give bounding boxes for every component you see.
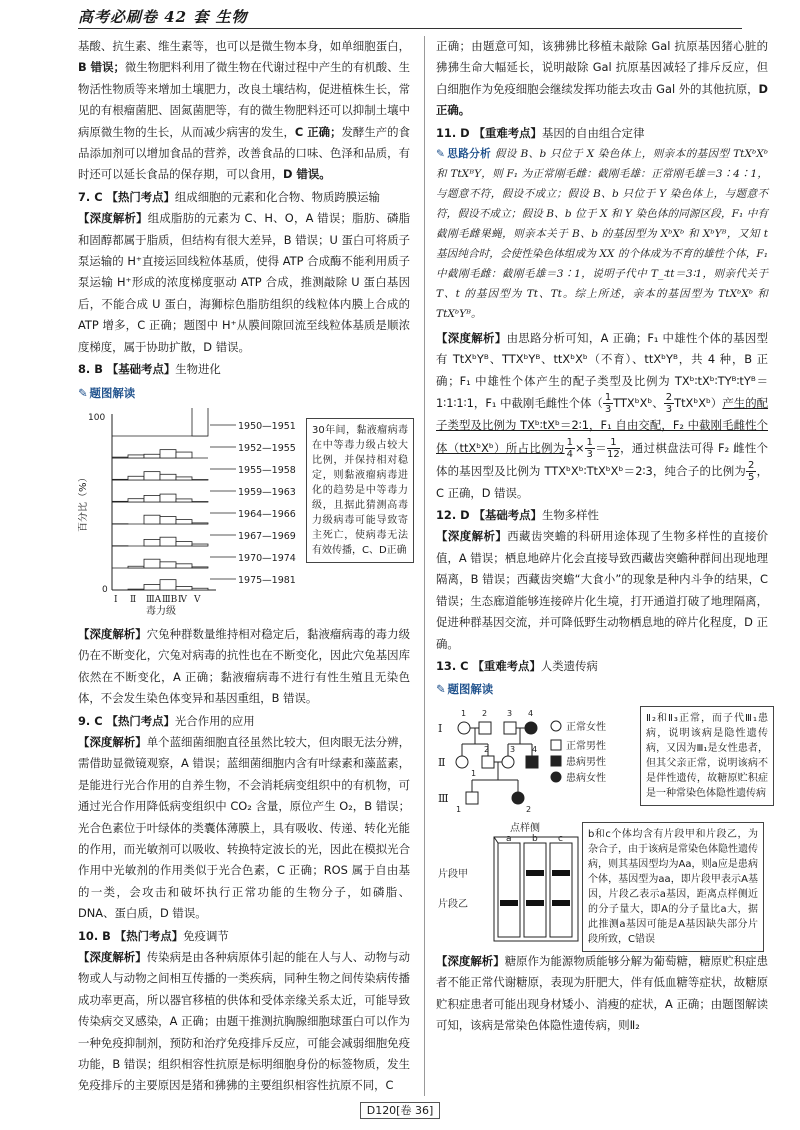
series-label: 1964—1966: [238, 508, 296, 520]
chart-bar: [160, 494, 176, 502]
legend-label: 患病男性: [566, 756, 606, 768]
chart-bar: [192, 567, 208, 568]
pedigree-I4: [525, 722, 537, 734]
x-axis-label: 毒力级: [146, 605, 176, 617]
svg-text:3: 3: [510, 744, 516, 754]
svg-text:Ⅲ: Ⅲ: [438, 791, 449, 805]
chart-bar: [192, 588, 208, 590]
column-divider: [424, 36, 425, 1096]
pedigree-II2: [482, 756, 494, 768]
q12-analysis: 【深度解析】西藏齿突蟾的科研用途体现了生物多样性的直接价值，A 错误；栖息地碎片化会直接导致西藏齿突蟾种群间出现地理隔离，B 错误；西藏齿突蟾“大食小”的现象是种内斗争的结果，C 错误；生态廊道能够连接碎片化生境，打开通道打破了地理隔离，促进种群基因交流，并可降低野生动物栖息地的碎片化程度，D 正确。: [436, 529, 768, 651]
electrophoresis-note: b和c个体均含有片段甲和片段乙，为杂合子，由于该病是常染色体隐性遗传病，则其基因型均为Aa，则a应是患病个体，基因型为aa，即片段甲表示A基因，片段乙表示a基因，距离点样侧近的分子量大，即A的分子量比a大，据此推测a基因可能是A基因缺失部分片段所致，C错误: [582, 822, 764, 952]
fragment-label: 片段乙: [438, 898, 468, 910]
pedigree-III1: [466, 792, 478, 804]
q6-continuation: 基酸、抗生素、维生素等，也可以是微生物本身，如单细胞蛋白，B 错误；微生物肥料利用了微生物在代谢过程中产生的有机酸、生物活性物质等来增加土壤肥力，改良土壤结构，促进植株生长，常见的有根瘤菌肥、固氮菌肥等，有的微生物肥料还可以抑制土壤中病原微生物的生长，从而减少病害的发生，C 正确；发酵生产的食品添加剂可以增加食品的营养，改善食品的口味、色泽和品质，有时还可以延长食品的保存期，可以食用，D 错误。: [78, 39, 410, 182]
band-c-a: [552, 900, 570, 906]
q10-analysis: 【深度解析】传染病是由各种病原体引起的能在人与人、动物与动物或人与动物之间相互传播的一类疾病，同种生物之间传染病传播成功率更高，所以器官移植的供体和受体亲缘关系太近，可能导致传染病交叉感染，A 正确；由题干推测抗胸腺细胞球蛋白可以作为一种免疫抑制剂，预防和治疗免疫排斥反应，可能会减弱细胞免疫功能，B 错误；组织相容性抗原是标明细胞身份的标签物质，发生免疫排斥的主要原因是猪和狒狒的主要组织相容性抗原不同，C: [78, 950, 410, 1093]
chart-bar: [176, 542, 192, 546]
chart-bar: [144, 559, 160, 568]
band-title: 点样侧: [510, 822, 540, 834]
right-column: [436, 36, 768, 1036]
q11-heading: 11. D 【重难考点】基因的自由组合定律: [436, 125, 645, 140]
series-label: 1975—1981: [238, 574, 296, 586]
q8-figure-reading: ✎ 题图解读: [78, 385, 136, 400]
svg-text:4: 4: [532, 744, 538, 754]
pedigree-I2: [479, 722, 491, 734]
chart-bar: [192, 523, 208, 524]
virulence-chart-svg: [78, 408, 304, 620]
q9-heading: 9. C 【热门考点】光合作用的应用: [78, 713, 255, 728]
chart-bar: [160, 562, 176, 568]
svg-text:1: 1: [456, 804, 462, 814]
pedigree-I3: [504, 722, 516, 734]
q10-continuation: 正确；由题意可知，该狒狒比移植未敲除 Gal 抗原基因猪心脏的狒狒生命大幅延长，说明敲除 Gal 抗原基因减轻了排斥反应，但白细胞作为免疫细胞会继续发挥功能去攻击 Gal 外的其他抗原，D 正确。: [436, 39, 768, 118]
series-label: 1959—1963: [238, 486, 296, 498]
chart-bar: [176, 586, 192, 590]
chart-bar: [128, 455, 144, 458]
q10-heading: 10. B 【热门考点】免疫调节: [78, 928, 229, 943]
series-label: 1955—1958: [238, 464, 296, 476]
chart-bar: [160, 537, 176, 546]
svg-text:2: 2: [484, 744, 490, 754]
legend-affected-male-icon: [551, 756, 561, 766]
svg-text:1: 1: [461, 708, 467, 718]
q7-analysis: 【深度解析】组成脂肪的元素为 C、H、O，A 错误；脂肪、磷脂和固醇都属于脂质，但结构有很大差异，B 错误；U 蛋白可将质子泵运输的 H⁺直接运回线粒体基质，使得 ATP 合成酶不能利用质子泵运输 H⁺形成的浓度梯度驱动 ATP 合成，推测敲除 U 蛋白基因后，不能合成 U 蛋白，海狮棕色脂肪组织的线粒体内膜上合成的 ATP 增多，C 正确；题图中 H⁺从膜间隙回流至线粒体基质是顺浓度梯度，属于协助扩散，D 错误。: [78, 211, 410, 354]
chart-bar: [176, 452, 192, 458]
q11-analysis: 【深度解析】由思路分析可知，A 正确；F₁ 中雄性个体的基因型有 TtXᵇYᴮ、TTXᵇYᴮ、ttXᵇXᵇ（不育）、ttXᵇYᴮ，共 4 种，B 正确；F₁ 中雄性个体产生的配子类型及比例为 TXᵇ∶tXᵇ∶TYᴮ∶tYᴮ＝1∶1∶1∶1，F₁ 中截刚毛雌性个体（ $\frac{1}{3}$ TTXᵇXᵇ、 $\frac{2}{3}$ TtXᵇXᵇ）产生的配子类型及比例为 TXᵇ∶tXᵇ＝2∶1，F₁ 自由交配，F₂ 中截刚毛雌性个体（ttXᵇXᵇ）所占比例为 $\frac{1}{4}$ × $\frac{1}{3}$ ＝ $\frac{1}{12}$ ，通过棋盘法可得 F₂ 雌性个体的基因型及比例为 TTXᵇXᵇ∶TtXᵇXᵇ＝2∶3，纯合子的比例为 $\frac{2}{5}$ ，C 正确，D 错误。: [436, 331, 768, 500]
legend-normal-male-icon: [551, 740, 561, 750]
fragment-label: 片段甲: [438, 868, 468, 880]
chart-bar: [144, 539, 160, 546]
chart-bar: [160, 516, 176, 523]
y-axis-label: 百分比（%）: [78, 472, 89, 532]
virulence-chart: [78, 408, 410, 620]
electrophoresis-figure: [436, 819, 768, 947]
q13-heading: 13. C 【重难考点】人类遗传病: [436, 658, 598, 673]
chart-bar: [144, 472, 160, 480]
chart-bar: [128, 589, 144, 590]
pedigree-II1: [456, 756, 468, 768]
legend-label: 正常男性: [566, 740, 606, 752]
chart-bar: [144, 584, 160, 590]
pedigree-figure: [436, 704, 768, 816]
x-tick-label: Ⅰ: [114, 594, 118, 605]
series-label: 1967—1969: [238, 530, 296, 542]
chart-bar: [144, 515, 160, 524]
y-tick-label: 0: [102, 584, 108, 595]
page-footer: D120[卷 36]: [0, 1102, 800, 1118]
series-label: 1970—1974: [238, 552, 296, 564]
chart-bar: [160, 474, 176, 480]
q13-analysis: 【深度解析】糖原作为能源物质能够分解为葡萄糖，糖原贮积症患者不能正常代谢糖原，表现为肝肥大，伴有低血糖等症状，故糖原贮积症患者可能出现身材矮小、消瘦的症状，A 正确；由题图解读可知，该病是常染色体隐性遗传病，则Ⅱ₂: [436, 953, 768, 1032]
pedigree-II4: [526, 756, 538, 768]
band-b-a: [526, 900, 544, 906]
chart-bar: [176, 499, 192, 502]
x-tick-label: ⅢB: [162, 594, 178, 605]
lane-label: b: [532, 833, 538, 844]
chart-bar: [176, 520, 192, 524]
x-tick-label: Ⅳ: [178, 594, 187, 605]
q12-heading: 12. D 【基础考点】生物多样性: [436, 508, 599, 523]
band-a-a: [500, 900, 518, 906]
x-tick-label: ⅢA: [146, 594, 162, 605]
lane-label: c: [558, 833, 563, 844]
pedigree-note: Ⅱ₂和Ⅱ₃正常，而子代Ⅲ₁患病，说明该病是隐性遗传病，又因为Ⅲ₁是女性患者，但其父亲正常，说明该病不是伴性遗传，故糖原贮积症是一种常染色体隐性遗传病: [640, 706, 774, 806]
pen-icon: ✎: [436, 682, 446, 697]
chart-bar: [112, 501, 128, 502]
chart-bar: [128, 499, 144, 502]
chart-bar: [144, 454, 160, 458]
svg-text:4: 4: [528, 708, 534, 718]
q8-heading: 8. B 【基础考点】生物进化: [78, 362, 221, 377]
q13-figure-reading: ✎ 题图解读: [436, 682, 494, 697]
pen-icon: ✎: [436, 148, 445, 161]
left-column: [78, 36, 410, 1097]
q11-reasoning: ✎ 思路分析 假设 B、b 只位于 X 染色体上，则亲本的基因型 TtXᵇXᵇ 和 TtXᴮY，则 F₁ 为正常刚毛雌：截刚毛雄：正常刚毛雄＝3∶4∶1，与题意不符，假设不成立；假设 B、b 只位于 Y 染色体上，与题意不符，假设不成立；假设 B、b 位于 X 和 Y 染色体的同源区段，F₁ 中有截刚毛雌果蝇，则亲本关于 B、b 的基因型为 XᵇXᵇ 和 XᵇYᴮ，又知 t 基因纯合时，会使性染色体组成为 XX 的个体成为不育的雄性个体，F₁ 中截刚毛雌：截刚毛雄＝3∶1，说明子代中 T_∶tt＝3∶1，则亲代关于 T、t 的基因型为 Tt、Tt。综上所述，亲本的基因型为 TtXᵇXᵇ 和 TtXᵇYᴮ。: [436, 148, 768, 321]
chart-bar: [112, 479, 128, 480]
q9-analysis: 【深度解析】单个蓝细菌细胞直径虽然比较大，但肉眼无法分辨，需借助显微镜观察，A 错误；蓝细菌细胞内含有叶绿素和藻蓝素，是能进行光合作用的自养生物，不会消耗病变组织中的有机物，可通过光合作用降低病变组织中 CO₂ 含量，原位产生 O₂，B 错误；光合色素位于叶绿体的类囊体薄膜上，具有吸收、传递、转化光能的作用，而光敏剂可以吸收、转换特定波长的光，因此在模拟光合作用中光敏剂的作用类似于光合色素，C 正确；ROS 属于自由基的一类，会攻击和破坏执行正常功能的生物分子，如磷脂、DNA、蛋白质，D 错误。: [78, 734, 410, 921]
chart-bar: [192, 408, 208, 436]
svg-text:Ⅱ: Ⅱ: [438, 755, 446, 769]
band-b-A: [526, 870, 544, 876]
series-label: 1950—1951: [238, 420, 296, 432]
q7-heading: 7. C 【热门考点】组成细胞的元素和化合物、物质跨膜运输: [78, 189, 380, 204]
lane-label: a: [506, 833, 512, 844]
header-title: 高考必刷卷 42 套 生物: [78, 8, 248, 26]
svg-text:2: 2: [482, 708, 488, 718]
chart-bar: [160, 580, 176, 590]
chart-bar: [176, 477, 192, 480]
chart-note: 30年间，黏液瘤病毒在中等毒力级占较大比例，并保持相对稳定，则黏液瘤病毒进化的趋势是中等毒力级，且据此猜测高毒力级病毒可能导致寄主死亡，使病毒无法有效传播，C、D正确: [306, 418, 414, 563]
legend-label: 患病女性: [566, 772, 606, 784]
svg-text:Ⅰ: Ⅰ: [438, 721, 443, 735]
band-c-A: [552, 870, 570, 876]
legend-affected-female-icon: [551, 772, 561, 782]
y-tick-label: 100: [88, 412, 106, 423]
pedigree-I1: [458, 722, 470, 734]
x-tick-label: Ⅱ: [130, 594, 137, 605]
electrophoresis-svg: [436, 819, 580, 947]
pen-icon: ✎: [78, 385, 88, 400]
series-label: 1952—1955: [238, 442, 296, 454]
pedigree-II3: [502, 756, 514, 768]
legend-label: 正常女性: [566, 721, 606, 733]
header-rule: [78, 28, 742, 29]
chart-bar: [160, 450, 176, 458]
svg-text:1: 1: [471, 768, 477, 778]
chart-bar: [128, 566, 144, 568]
chart-bar: [176, 564, 192, 568]
chart-bar: [192, 544, 208, 546]
chart-bar: [112, 457, 128, 458]
svg-text:2: 2: [526, 804, 532, 814]
chart-bar: [128, 476, 144, 480]
q8-analysis: 【深度解析】穴兔种群数量维持相对稳定后，黏液瘤病毒的毒力级仍在不断变化，穴兔对病毒的抗性也在不断变化，因此穴兔基因库依然在不断变化，A 正确；黏液瘤病毒不进行有性生殖且无染色体，不会发生染色体变异和基因重组，B 错误。: [78, 626, 410, 706]
x-tick-label: Ⅴ: [194, 594, 201, 605]
chart-bar: [144, 495, 160, 502]
pedigree-svg: [436, 704, 636, 816]
pedigree-III2: [512, 792, 524, 804]
legend-normal-female-icon: [551, 721, 561, 731]
svg-text:3: 3: [507, 708, 513, 718]
